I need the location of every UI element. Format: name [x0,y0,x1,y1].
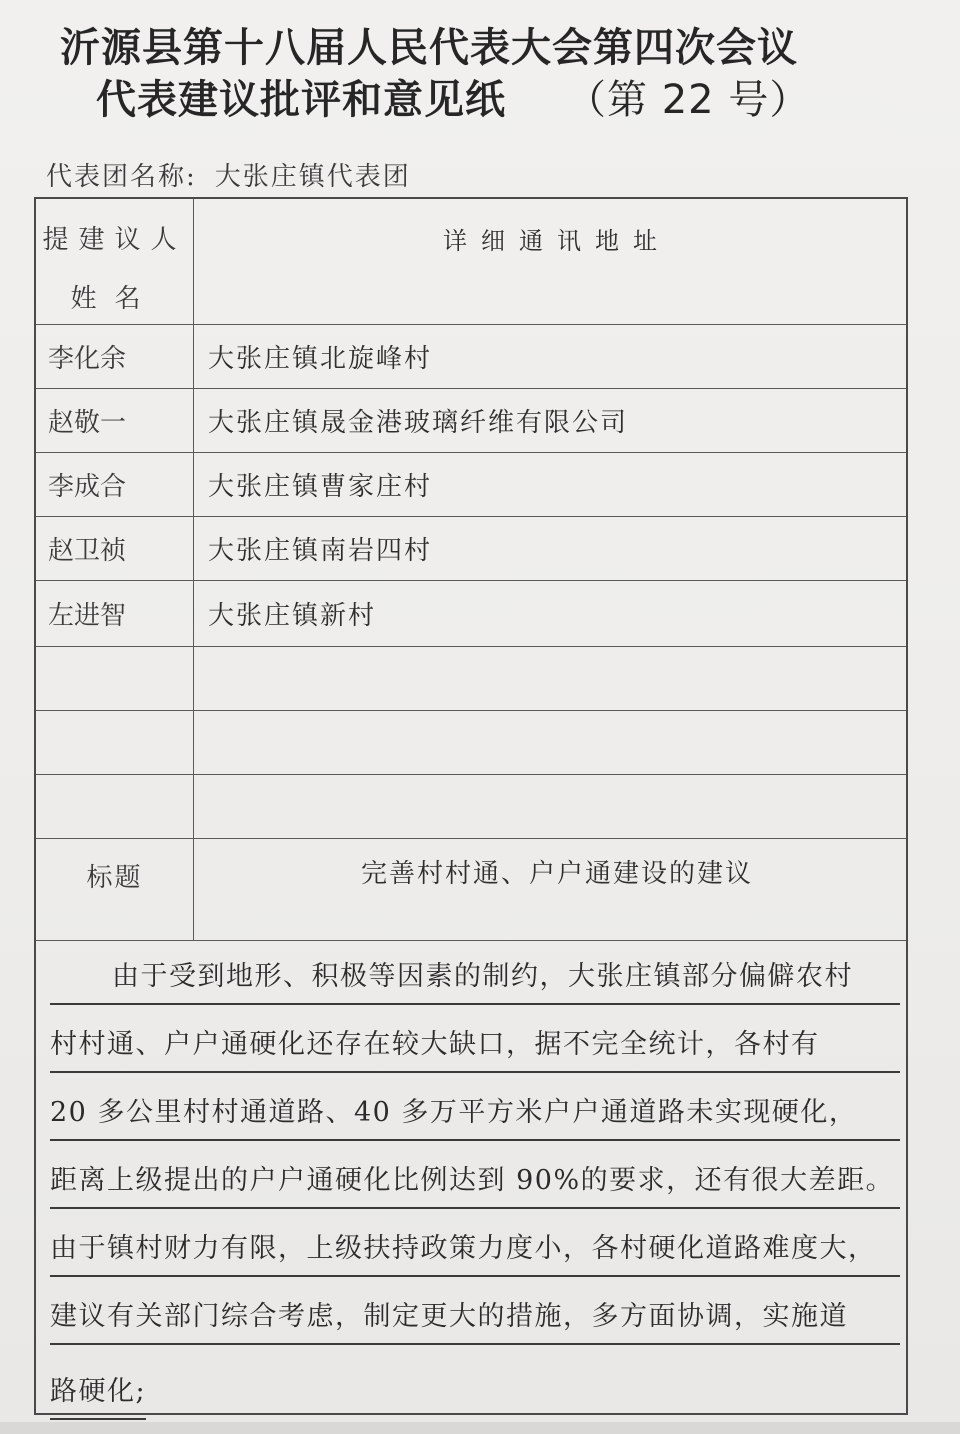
title-line-2 [60,74,880,126]
proposal-text [50,951,900,1434]
delegation-name: 大张庄镇代表团 [214,162,411,192]
proposal-line: 由于受到地形、积极等因素的制约，大张庄镇部分偏僻农村 [50,951,900,1005]
proposer-address [194,647,906,710]
proposal-body [36,941,906,1413]
proposer-name: 赵卫祯 [36,517,194,580]
table-row-empty [36,647,906,711]
title-line-2-text: 代表建议批评和意见纸 [96,77,506,123]
table-row [36,581,906,647]
proposal-line: 由于镇村财力有限，上级扶持政策力度小，各村硬化道路难度大， [50,1223,900,1277]
proposer-name: 李成合 [36,453,194,516]
proposal-table [34,197,908,1415]
table-row [36,517,906,581]
table-row [36,325,906,389]
delegation-label: 代表团名称: [46,162,197,192]
proposer-address: 大张庄镇北旋峰村 [208,344,433,374]
proposer-name: 左进智 [36,581,194,646]
table-row-empty [36,775,906,839]
table-row [36,453,906,517]
title-value: 完善村村通、户户通建设的建议 [360,859,753,889]
proposal-line: 距离上级提出的户户通硬化比例达到 90%的要求，还有很大差距。 [50,1155,900,1209]
proposer-address [194,775,906,838]
proposal-line: 村村通、户户通硬化还存在较大缺口，据不完全统计，各村有 [50,1019,900,1073]
document-title [60,22,880,126]
proposer-address [194,711,906,774]
proposal-line: 路硬化; [50,1366,146,1420]
table-row-empty [36,711,906,775]
table-header-row [36,199,906,325]
header-proposer-line-2: 姓名 [70,284,159,314]
proposer-address: 大张庄镇南岩四村 [208,536,433,566]
proposer-name [36,775,194,838]
proposer-name [36,711,194,774]
header-address: 详细通讯地址 [443,227,671,255]
title-row [36,839,906,941]
proposer-address: 大张庄镇新村 [208,601,377,631]
header-proposer-line-1: 提建议人 [42,225,187,255]
table-row [36,389,906,453]
proposer-address: 大张庄镇曹家庄村 [208,472,433,502]
proposer-name: 赵敬一 [36,389,194,452]
title-line-1: 沂源县第十八届人民代表大会第四次会议 [60,25,798,71]
proposer-address: 大张庄镇晟金港玻璃纤维有限公司 [208,408,629,438]
title-label: 标题 [36,839,194,940]
delegation-line [46,156,411,193]
document-number: （第 22 号） [566,77,811,123]
proposer-name [36,647,194,710]
proposal-line: 建议有关部门综合考虑，制定更大的措施，多方面协调，实施道 [50,1291,900,1345]
header-proposer-name [36,199,194,324]
proposal-line: 20 多公里村村通道路、40 多万平方米户户通道路未实现硬化， [50,1087,900,1141]
proposer-name: 李化余 [36,325,194,388]
